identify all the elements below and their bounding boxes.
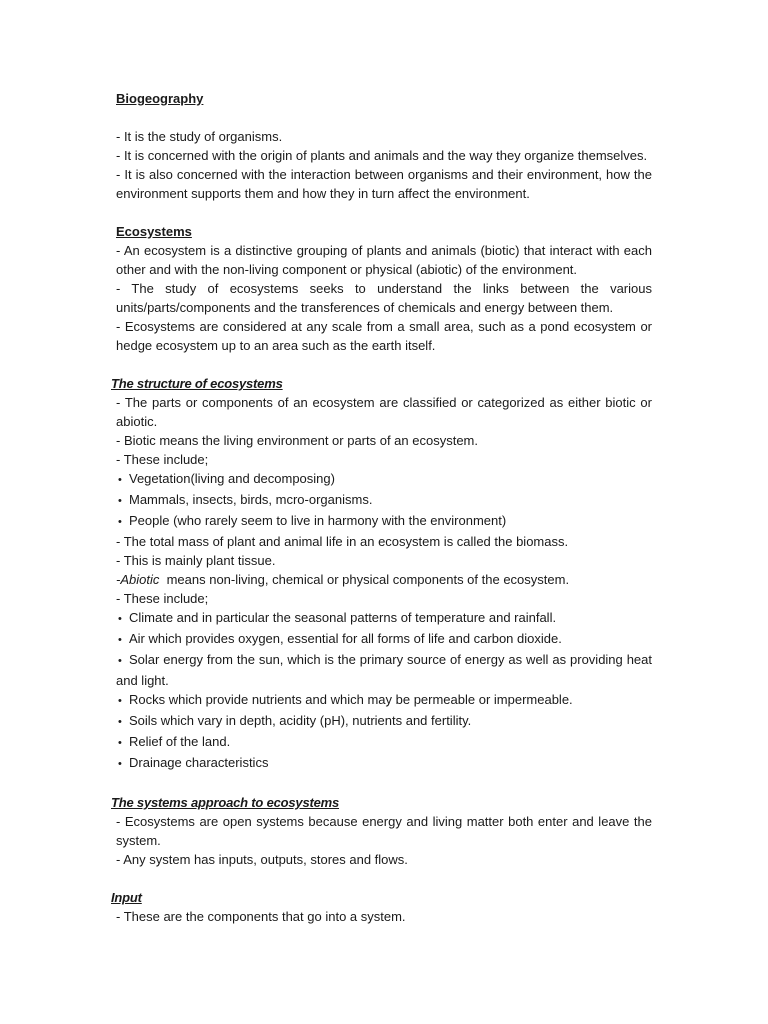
abiotic-definition-text: means non-living, chemical or physical components of the ecosystem. [166,572,570,587]
abiotic-bullet-text: Soils which vary in depth, acidity (pH), nutrients and fertility. [129,713,472,728]
biogeography-line-3: - It is also concerned with the interaction between organisms and their environment, how the environment supports them and how they in turn affect the environment. [116,167,652,201]
abiotic-term: -Abiotic [116,572,160,587]
bullet-glyph: • [118,758,122,770]
abiotic-bullet-item [116,711,652,732]
ecosystems-line-3: - Ecosystems are considered at any scale from a small area, such as a pond ecosystem or hedge ecosystem up to an area such as the earth itself. [116,319,652,353]
biotic-bullet-item [116,511,652,532]
structure-line-3: - These include; [116,452,209,467]
abiotic-bullet-text: Solar energy from the sun, which is the primary source of energy as well as providing heat and light. [116,652,652,688]
biotic-bullet-item [116,469,652,490]
abiotic-bullet-item [116,732,652,753]
systems-line-1: - Ecosystems are open systems because energy and living matter both enter and leave the system. [116,814,652,848]
bullet-glyph: • [118,634,122,646]
structure-line-4: - The total mass of plant and animal life in an ecosystem is called the biomass. [116,534,569,549]
heading-input: Input [111,890,142,905]
systems-line-2: - Any system has inputs, outputs, stores and flows. [116,852,408,867]
biotic-bullet-text: People (who rarely seem to live in harmony with the environment) [129,513,507,528]
ecosystems-line-1: - An ecosystem is a distinctive grouping of plants and animals (biotic) that interact with each other and with the non-living component or physical (abiotic) of the environment. [116,243,652,277]
bullet-glyph: • [118,474,122,486]
structure-line-6: - These include; [116,591,209,606]
biotic-bullet-text: Mammals, insects, birds, mcro-organisms. [129,492,373,507]
abiotic-bullet-text: Drainage characteristics [129,755,269,770]
heading-biogeography: Biogeography [116,91,204,106]
abiotic-bullet-text: Air which provides oxygen, essential for all forms of life and carbon dioxide. [129,631,562,646]
bullet-glyph: • [118,516,122,528]
abiotic-bullet-item [116,753,652,774]
input-line-1: - These are the components that go into a system. [116,909,406,924]
abiotic-bullet-item [116,629,652,650]
bullet-glyph: • [118,495,122,507]
abiotic-bullet-item [116,690,652,711]
bullet-glyph: • [118,695,122,707]
heading-ecosystems: Ecosystems [116,224,192,239]
abiotic-bullet-text: Climate and in particular the seasonal patterns of temperature and rainfall. [129,610,557,625]
bullet-glyph: • [118,613,122,625]
abiotic-bullet-text: Rocks which provide nutrients and which may be permeable or impermeable. [129,692,573,707]
abiotic-bullet-item [116,608,652,629]
structure-line-5: - This is mainly plant tissue. [116,553,276,568]
heading-systems-approach: The systems approach to ecosystems [111,795,340,810]
structure-line-1: - The parts or components of an ecosystem are classified or categorized as either biotic or abiotic. [116,395,652,429]
biogeography-line-2: - It is concerned with the origin of plants and animals and the way they organize themselves. [116,148,648,163]
structure-line-2: - Biotic means the living environment or parts of an ecosystem. [116,433,478,448]
document-page [111,89,652,926]
heading-structure-of-ecosystems: The structure of ecosystems [111,376,283,391]
abiotic-definition [116,570,652,589]
biotic-bullet-text: Vegetation(living and decomposing) [129,471,335,486]
bullet-glyph: • [118,655,122,667]
biogeography-line-1: - It is the study of organisms. [116,129,283,144]
abiotic-bullet-text: Relief of the land. [129,734,231,749]
bullet-glyph: • [118,716,122,728]
ecosystems-line-2: - The study of ecosystems seeks to understand the links between the various units/parts/components and the transferences of chemicals and energy between them. [116,281,652,315]
abiotic-bullet-item [116,650,652,690]
biotic-bullet-item [116,490,652,511]
bullet-glyph: • [118,737,122,749]
